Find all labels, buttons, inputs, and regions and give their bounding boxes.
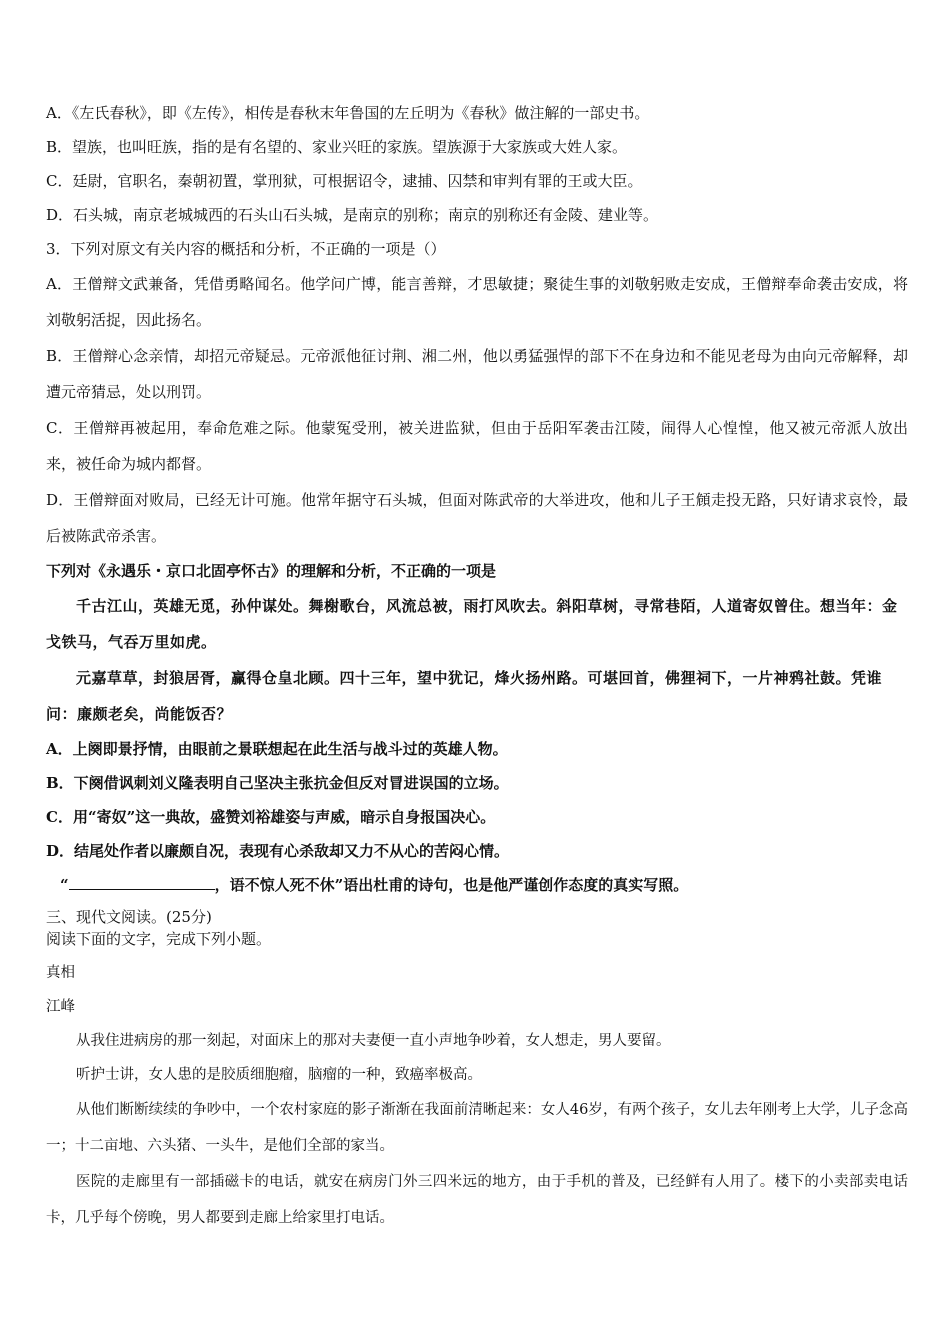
poem-question-stem: 下列对《永遇乐・京口北固亭怀古》的理解和分析，不正确的一项是 bbox=[46, 562, 497, 580]
answer-blank[interactable] bbox=[69, 875, 215, 890]
question-3-option-a: A．王僧辩文武兼备，凭借勇略闻名。他学问广博，能言善辩，才思敏捷；聚徒生事的刘敬躬败走安成，王僧辩奉命袭击安成，将刘敬躬活捉，因此扬名。 bbox=[46, 275, 908, 329]
poem-stanza-1: 千古江山，英雄无觅，孙仲谋处。舞榭歌台，风流总被，雨打风吹去。斜阳草树，寻常巷陌，人道寄奴曾住。想当年：金戈铁马，气吞万里如虎。 bbox=[46, 597, 898, 651]
poem-option-a: A．上阕即景抒情，由眼前之景联想起在此生活与战斗过的英雄人物。 bbox=[46, 740, 508, 758]
fill-in-blank-question bbox=[46, 868, 908, 902]
story-paragraph: 从他们断断续续的争吵中，一个农村家庭的影子渐渐在我面前清晰起来：女人46岁，有两个孩子，女儿去年刚考上大学，儿子念高一；十二亩地、六头猪、一头牛，是他们全部的家当。 bbox=[46, 1102, 908, 1154]
document-page bbox=[46, 96, 908, 1236]
option-c: C．廷尉，官职名，秦朝初置，掌刑狱，可根据诏令，逮捕、囚禁和审判有罪的王或大臣。 bbox=[46, 172, 643, 190]
story-author: 江峰 bbox=[46, 999, 75, 1015]
poem-option-b: B．下阕借讽刺刘义隆表明自己坚决主张抗金但反对冒进误国的立场。 bbox=[46, 774, 509, 792]
story-paragraph: 从我住进病房的那一刻起，对面床上的那对夫妻便一直小声地争吵着，女人想走，男人要留。 bbox=[76, 1033, 671, 1049]
fill-question-text: ，语不惊人死不休”语出杜甫的诗句，也是他严谨创作态度的真实写照。 bbox=[214, 876, 689, 894]
story-paragraph: 医院的走廊里有一部插磁卡的电话，就安在病房门外三四米远的地方，由于手机的普及，已经鲜有人用了。楼下的小卖部卖电话卡，几乎每个傍晚，男人都要到走廊上给家里打电话。 bbox=[46, 1174, 908, 1226]
question-3-stem: 3．下列对原文有关内容的概括和分析，不正确的一项是（） bbox=[46, 240, 446, 258]
poem-option-d: D．结尾处作者以廉颇自况，表现有心杀敌却又力不从心的苦闷心情。 bbox=[46, 842, 510, 860]
question-3-option-c: C．王僧辩再被起用，奉命危难之际。他蒙冤受刑，被关进监狱，但由于岳阳军袭击江陵，闹得人心惶惶，他又被元帝派人放出来，被任命为城内都督。 bbox=[46, 419, 908, 473]
story-title: 真相 bbox=[46, 965, 75, 981]
option-a: A．《左氏春秋》，即《左传》，相传是春秋末年鲁国的左丘明为《春秋》做注解的一部史书。 bbox=[46, 104, 650, 122]
option-b: B．望族，也叫旺族，指的是有名望的、家业兴旺的家族。望族源于大家族或大姓人家。 bbox=[46, 138, 628, 156]
section-title: 三、现代文阅读。(25分) bbox=[46, 908, 212, 926]
poem-stanza-2: 元嘉草草，封狼居胥，赢得仓皇北顾。四十三年，望中犹记，烽火扬州路。可堪回首，佛狸祠下，一片神鸦社鼓。凭谁问：廉颇老矣，尚能饭否？ bbox=[46, 669, 883, 723]
question-3-option-b: B．王僧辩心念亲情，却招元帝疑忌。元帝派他征讨荆、湘二州，他以勇猛强悍的部下不在身边和不能见老母为由向元帝解释，却遭元帝猜忌，处以刑罚。 bbox=[46, 347, 908, 401]
option-d: D．石头城，南京老城城西的石头山石头城，是南京的别称；南京的别称还有金陵、建业等。 bbox=[46, 206, 659, 224]
story-paragraph: 听护士讲，女人患的是胶质细胞瘤，脑瘤的一种，致癌率极高。 bbox=[76, 1067, 482, 1083]
section-instruction: 阅读下面的文字，完成下列小题。 bbox=[46, 930, 272, 948]
question-3-option-d: D．王僧辩面对败局，已经无计可施。他常年据守石头城，但面对陈武帝的大举进攻，他和儿子王頠走投无路，只好请求哀怜，最后被陈武帝杀害。 bbox=[46, 491, 908, 545]
poem-option-c: C．用“寄奴”这一典故，盛赞刘裕雄姿与声威，暗示自身报国决心。 bbox=[46, 808, 496, 826]
open-quote: “ bbox=[60, 876, 69, 894]
